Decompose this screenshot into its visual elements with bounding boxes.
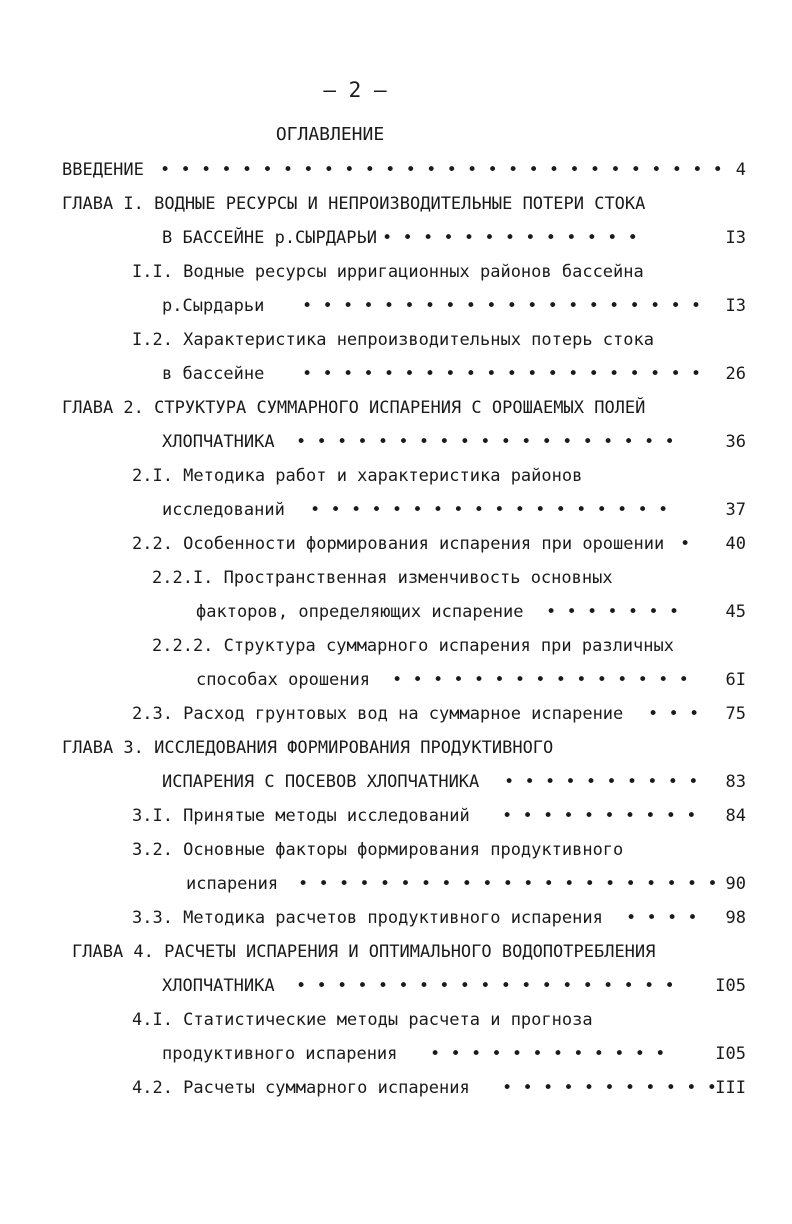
- toc-entry: [0, 736, 792, 760]
- dot-leader: •: [680, 534, 691, 554]
- toc-entry: [0, 226, 792, 250]
- dot-leader: • • • • • • • • • •: [502, 806, 697, 826]
- dot-leader: • • • • • • • • • • • • • • • • • • • •: [302, 364, 702, 384]
- toc-entry-text: испарения: [186, 874, 279, 894]
- toc-entry-page: 37: [725, 500, 746, 520]
- toc-entry-text: р.Сырдарьи: [162, 296, 265, 316]
- toc-entry: [0, 158, 792, 182]
- toc-entry-page: 45: [725, 602, 746, 622]
- toc-entry-text: ГЛАВА 3. ИССЛЕДОВАНИЯ ФОРМИРОВАНИЯ ПРОДУКТИВНОГО: [62, 738, 554, 758]
- toc-entry-text: факторов, определяющих испарение: [196, 602, 524, 622]
- toc-entry-page: 75: [725, 704, 746, 724]
- toc-entry: [0, 838, 792, 862]
- toc-entry: [0, 430, 792, 454]
- toc-entry-page: 84: [725, 806, 746, 826]
- toc-entry-text: способах орошения: [196, 670, 370, 690]
- toc-entry: [0, 396, 792, 420]
- dot-leader: • • • • • • • • • • •: [502, 1078, 717, 1098]
- toc-entry-page: I05: [715, 976, 746, 996]
- toc-entry-text: ГЛАВА 2. СТРУКТУРА СУММАРНОГО ИСПАРЕНИЯ С ОРОШАЕМЫХ ПОЛЕЙ: [62, 398, 646, 418]
- toc-entry-text: I.2. Характеристика непроизводительных потерь стока: [132, 330, 654, 350]
- dot-leader: • • • • • • • • • • • • • • •: [392, 670, 689, 690]
- toc-entry: [0, 702, 792, 726]
- dot-leader: • • • • • • • • • • • • • • • • • • • •: [302, 296, 702, 316]
- dot-leader: • • • • • • • • • • • •: [430, 1044, 666, 1064]
- dot-leader: • • • • • • •: [546, 602, 680, 622]
- dot-leader: • • • • • • • • • • • • • • • • • •: [310, 500, 669, 520]
- dot-leader: • • • • • • • • • • • • •: [382, 228, 638, 248]
- toc-entry-page: I3: [725, 296, 746, 316]
- toc-entry-text: В БАССЕЙНЕ р.СЫРДАРЬИ: [162, 228, 377, 248]
- toc-entry: [0, 532, 792, 556]
- toc-entry-page: 83: [725, 772, 746, 792]
- toc-entry-text: 3.I. Принятые методы исследований: [132, 806, 470, 826]
- dot-leader: • • • • • • • • • • • • • • • • • • •: [296, 976, 675, 996]
- toc-entry-page: 6I: [725, 670, 746, 690]
- toc-entry-text: исследований: [162, 500, 285, 520]
- toc-entry-page: 36: [725, 432, 746, 452]
- toc-entry: [0, 1008, 792, 1032]
- dot-leader: • • • • • • • • • •: [504, 772, 699, 792]
- toc-entry-text: ХЛОПЧАТНИКА: [162, 976, 275, 996]
- toc-entry-text: 3.2. Основные факторы формирования продуктивного: [132, 840, 624, 860]
- toc-entry-text: ГЛАВА 4. РАСЧЕТЫ ИСПАРЕНИЯ И ОПТИМАЛЬНОГО ВОДОПОТРЕБЛЕНИЯ: [72, 942, 656, 962]
- toc-entry-text: 4.2. Расчеты суммарного испарения: [132, 1078, 470, 1098]
- toc-entry-page: I3: [725, 228, 746, 248]
- toc-entry: [0, 1042, 792, 1066]
- toc-entry: [0, 634, 792, 658]
- toc-entry-page: 4: [735, 160, 746, 180]
- toc-title: ОГЛАВЛЕНИЕ: [275, 124, 385, 145]
- toc-entry-page: 26: [725, 364, 746, 384]
- toc-entry-text: 2.2.I. Пространственная изменчивость основных: [152, 568, 613, 588]
- toc-entry-text: I.I. Водные ресурсы ирригационных районов бассейна: [132, 262, 644, 282]
- dot-leader: • • • • • • • • • • • • • • • • • • • • •: [298, 874, 718, 894]
- toc-entry: [0, 770, 792, 794]
- toc-entry-page: 40: [725, 534, 746, 554]
- toc-entry: [0, 566, 792, 590]
- dot-leader: • • •: [648, 704, 700, 724]
- toc-entry: [0, 600, 792, 624]
- toc-entry: [0, 362, 792, 386]
- toc-entry: [0, 668, 792, 692]
- toc-entry: [0, 498, 792, 522]
- toc-entry-text: 2.2. Особенности формирования испарения при орошении: [132, 534, 665, 554]
- toc-entry: [0, 872, 792, 896]
- toc-entry: [0, 294, 792, 318]
- toc-entry-page: I05: [715, 1044, 746, 1064]
- toc-entry: [0, 906, 792, 930]
- toc-entry-text: ИСПАРЕНИЯ С ПОСЕВОВ ХЛОПЧАТНИКА: [162, 772, 480, 792]
- toc-entry-page: 90: [725, 874, 746, 894]
- dot-leader: • • • • • • • • • • • • • • • • • • • • • • • • • • • •: [160, 160, 723, 180]
- toc-entry-text: 2.2.2. Структура суммарного испарения при различных: [152, 636, 674, 656]
- toc-entry-text: 2.I. Методика работ и характеристика районов: [132, 466, 583, 486]
- toc-entry-text: ВВЕДЕНИЕ: [62, 160, 144, 180]
- toc-entry-text: в бассейне: [162, 364, 265, 384]
- toc-entry-text: 4.I. Статистические методы расчета и прогноза: [132, 1010, 593, 1030]
- toc-entry-page: 98: [725, 908, 746, 928]
- toc-entry-text: продуктивного испарения: [162, 1044, 398, 1064]
- toc-entry: [0, 464, 792, 488]
- toc-entry: [0, 1076, 792, 1100]
- dot-leader: • • • • • • • • • • • • • • • • • • •: [296, 432, 675, 452]
- page-number: – 2 –: [323, 78, 387, 102]
- toc-entry: [0, 260, 792, 284]
- toc-entry: [0, 328, 792, 352]
- toc-entry-text: ГЛАВА I. ВОДНЫЕ РЕСУРСЫ И НЕПРОИЗВОДИТЕЛЬНЫЕ ПОТЕРИ СТОКА: [62, 194, 646, 214]
- toc-entry: [0, 804, 792, 828]
- dot-leader: • • • •: [626, 908, 698, 928]
- toc-entry-text: 2.3. Расход грунтовых вод на суммарное испарение: [132, 704, 624, 724]
- toc-entry: [0, 940, 792, 964]
- toc-entry-page: III: [715, 1078, 746, 1098]
- toc-entry-text: 3.3. Методика расчетов продуктивного испарения: [132, 908, 603, 928]
- toc-entry: [0, 192, 792, 216]
- toc-entry: [0, 974, 792, 998]
- toc-entry-text: ХЛОПЧАТНИКА: [162, 432, 275, 452]
